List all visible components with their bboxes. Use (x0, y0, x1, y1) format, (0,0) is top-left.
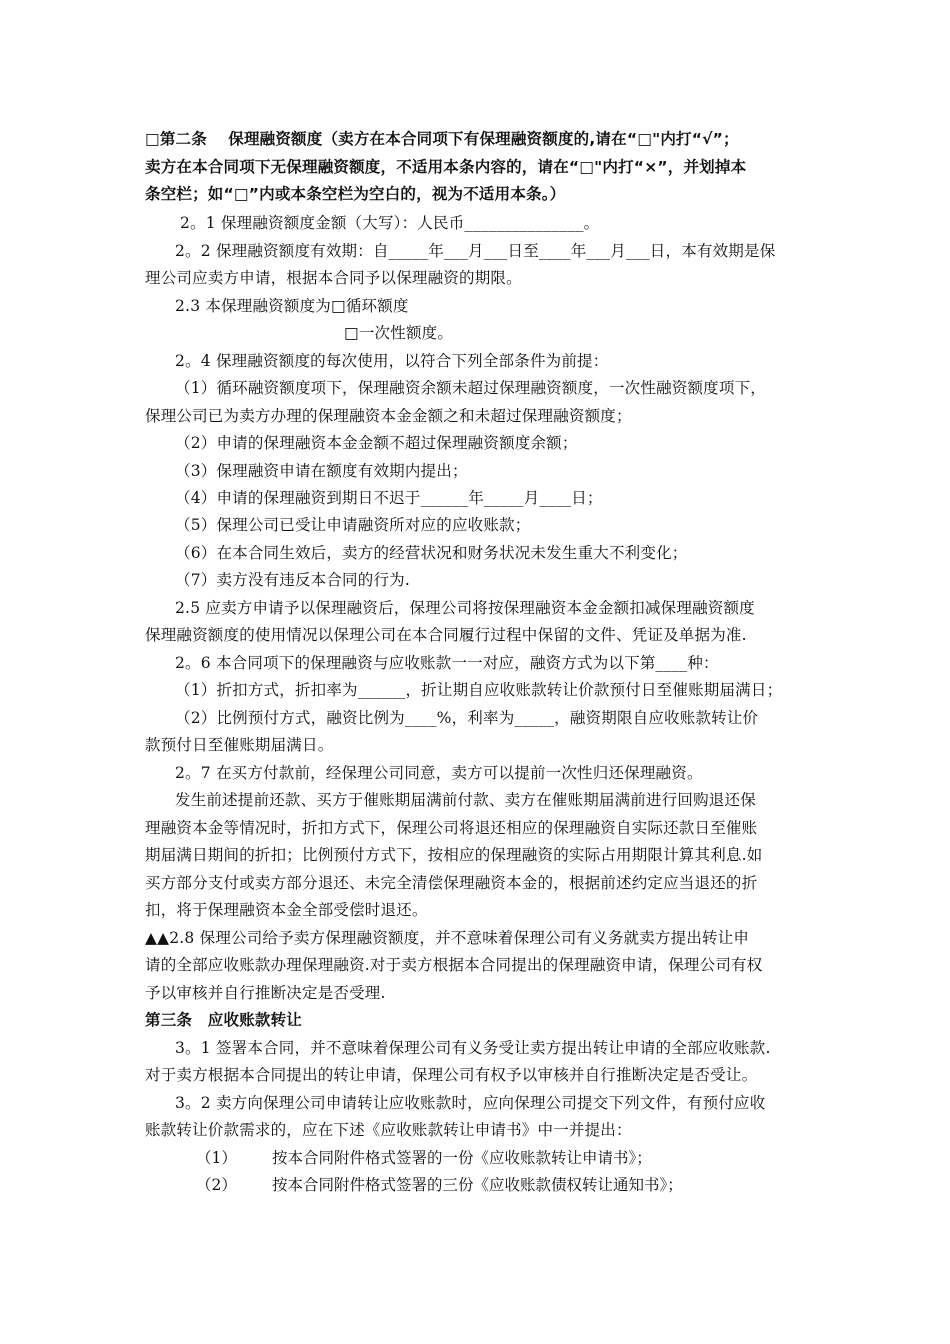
clause-3-1-line1: 3。1 签署本合同，并不意味着保理公司有义务受让卖方提出转让申请的全部应收账款. (175, 1039, 771, 1057)
clause-2-8-line2: 请的全部应收账款办理保理融资.对于卖方根据本合同提出的保理融资申请，保理公司有权 (145, 956, 763, 974)
article2-heading-line3: 条空栏；如“□”内或本条空栏为空白的，视为不适用本条。） (145, 185, 566, 203)
clause-2-2-line1: 2。2 保理融资额度有效期：自_____年___月___日至____年___月___日，本有效期是保 (175, 242, 776, 260)
clause-2-6: 2。6 本合同项下的保理融资与应收账款一一对应，融资方式为以下第____种： (175, 654, 719, 672)
prepayment-para-line3: 期届满日期间的折扣；比例预付方式下，按相应的保理融资的实际占用期限计算其利息.如 (145, 846, 763, 864)
clause-2-2-line2: 理公司应卖方申请，根据本合同予以保理融资的期限。 (145, 269, 522, 287)
clause-2-7: 2。7 在买方付款前，经保理公司同意，卖方可以提前一次性归还保理融资。 (175, 764, 703, 782)
condition-6: （6）在本合同生效后，卖方的经营状况和财务状况未发生重大不利变化； (175, 544, 688, 562)
clause-2-3-line1: 2.3 本保理融资额度为□循环额度 (175, 297, 409, 315)
clause-3-2-line1: 3。2 卖方向保理公司申请转让应收账款时，应向保理公司提交下列文件，有预付应收 (175, 1094, 766, 1112)
prepayment-para-line1: 发生前述提前还款、买方于催账期届满前付款、卖方在催账期届满前进行回购退还保 (175, 791, 756, 809)
list-item-text: 按本合同附件格式签署的一份《应收账款转让申请书》； (272, 1149, 652, 1167)
clause-3-2-line2: 账款转让价款需求的，应在下述《应收账款转让申请书》中一并提出： (145, 1121, 632, 1139)
condition-5: （5）保理公司已受让申请融资所对应的应收账款； (175, 516, 531, 534)
article2-heading-line1: □第二条 保理融资额度（卖方在本合同项下有保理融资额度的,请在“□"内打“√”； (145, 130, 739, 148)
clause-2-8-line3: 予以审核并自行推断决定是否受理. (145, 984, 386, 1002)
prepayment-para-line4: 买方部分支付或卖方部分退还、未完全清偿保理融资本金的，根据前述约定应当退还的折 (145, 874, 758, 892)
method-2-line1: （2）比例预付方式，融资比例为____%，利率为_____，融资期限自应收账款转让价 (175, 709, 759, 727)
clause-2-4: 2。4 保理融资额度的每次使用，以符合下列全部条件为前提： (175, 352, 609, 370)
prepayment-para-line5: 扣，将于保理融资本金全部受偿时退还。 (145, 901, 428, 919)
condition-4: （4）申请的保理融资到期日不迟于______年_____月____日； (175, 489, 603, 507)
clause-2-5-line1: 2.5 应卖方申请予以保理融资后，保理公司将按保理融资本金金额扣减保理融资额度 (175, 599, 755, 617)
clause-2-5-line2: 保理融资额度的使用情况以保理公司在本合同履行过程中保留的文件、凭证及单据为准. (145, 626, 747, 644)
condition-7: （7）卖方没有违反本合同的行为. (175, 571, 410, 589)
list-item-number: （2） (196, 1176, 237, 1194)
condition-1-line1: （1）循环融资额度项下，保理融资余额未超过保理融资额度，一次性融资额度项下， (175, 379, 766, 397)
condition-1-line2: 保理公司已为卖方办理的保理融资本金金额之和未超过保理融资额度； (145, 407, 632, 425)
list-item-number: （1） (196, 1149, 237, 1167)
method-2-line2: 款预付日至催账期届满日。 (145, 736, 334, 754)
clause-2-8-line1: ▲▲2.8 保理公司给予卖方保理融资额度，并不意味着保理公司有义务就卖方提出转让申 (145, 929, 750, 947)
condition-3: （3）保理融资申请在额度有效期内提出； (175, 462, 468, 480)
article3-heading: 第三条 应收账款转让 (145, 1011, 303, 1029)
clause-2-3-line2: □一次性额度。 (344, 324, 454, 342)
condition-2: （2）申请的保理融资本金金额不超过保理融资额度余额； (175, 434, 578, 452)
article2-heading-line2: 卖方在本合同项下无保理融资额度，不适用本条内容的，请在“□"内打“×”，并划掉本 (145, 158, 747, 176)
list-item-text: 按本合同附件格式签署的三份《应收账款债权转让通知书》； (272, 1176, 683, 1194)
clause-2-1: 2。1 保理融资额度金额（大写）：人民币_______________。 (180, 214, 600, 232)
clause-3-1-line2: 对于卖方根据本合同提出的转让申请，保理公司有权予以审核并自行推断决定是否受让。 (145, 1066, 758, 1084)
prepayment-para-line2: 理融资本金等情况时，折扣方式下，保理公司将退还相应的保理融资自实际还款日至催账 (145, 819, 758, 837)
method-1: （1）折扣方式，折扣率为______，折让期自应收账款转让价款预付日至催账期届满日； (175, 681, 783, 699)
